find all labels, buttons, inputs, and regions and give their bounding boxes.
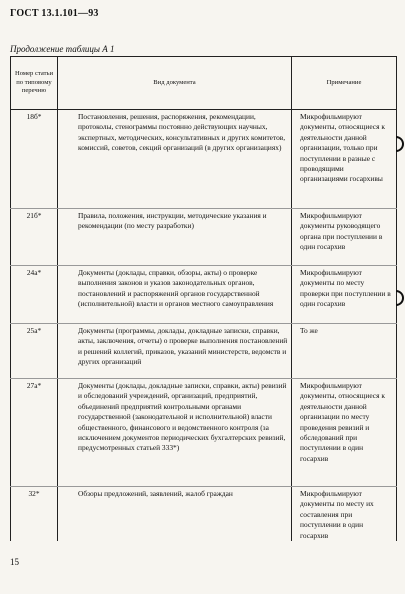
row-document-type: Обзоры предложений, заявлений, жалоб граждан — [58, 487, 292, 542]
row-document-type: Постановления, решения, распоряжения, рекомендации, протоколы, стенограммы постоянно действующих научных, экспертных, методических, консультативных и других комитетов, комиссий, советов, секций организаций (в других организациях) — [58, 110, 292, 209]
header-note: Примечание — [292, 57, 397, 110]
row-note: Микрофильмируют документы по месту их составления при поступлении в один госархив — [292, 487, 397, 542]
table-row — [11, 209, 397, 266]
row-note: То же — [292, 324, 397, 379]
header-document-type: Вид документа — [58, 57, 292, 110]
table-header-row — [11, 57, 397, 110]
row-note: Микрофильмируют документы по месту проверки при поступлении в один госархив — [292, 266, 397, 324]
row-note: Микрофильмируют документы, относящиеся к деятельности данной организации, только при поступлении в разные с проводящими организациями госархивы — [292, 110, 397, 209]
row-article-number: 25а* — [11, 324, 58, 379]
documents-table — [10, 56, 397, 541]
row-article-number: 32* — [11, 487, 58, 542]
table-row — [11, 379, 397, 487]
binding-hole-mark — [396, 136, 404, 152]
row-article-number: 27а* — [11, 379, 58, 487]
table-row — [11, 266, 397, 324]
row-note: Микрофильмируют документы руководящего органа при поступлении в один госархив — [292, 209, 397, 266]
row-article-number: 18б* — [11, 110, 58, 209]
table-row — [11, 324, 397, 379]
row-article-number: 21б* — [11, 209, 58, 266]
row-document-type: Документы (доклады, справки, обзоры, акты) о проверке выполнения законов и указов законодательных органов, постановлений и распоряжений органов государственной (исполнительной) власти и органов местного самоуправления — [58, 266, 292, 324]
table-caption: Продолжение таблицы А 1 — [10, 44, 115, 54]
table-row — [11, 110, 397, 209]
page-number: 15 — [10, 557, 19, 567]
document-header: ГОСТ 13.1.101—93 — [10, 8, 99, 19]
row-document-type: Документы (доклады, докладные записки, справки, акты) ревизий и обследований учреждений, организаций, предприятий, объединений предприятий контрольными органами государственной (законодательной и исполнительной) власти общественного, финансового и ведомственного контроля (за исключением документов периодических бухгалтерских ревизий, предусмотренных статьей 333*) — [58, 379, 292, 487]
table-row — [11, 487, 397, 542]
header-article-number: Номер статьи по типовому перечню — [11, 57, 58, 110]
row-note: Микрофильмируют документы, относящиеся к деятельности данной организации по месту проведения ревизий и обследований при поступлении в один госархив — [292, 379, 397, 487]
row-document-type: Документы (программы, доклады, докладные записки, справки, акты, заключения, отчеты) о проверке выполнения постановлений и решений коллегий, приказов, указаний министерств, ведомств и других организаций — [58, 324, 292, 379]
binding-hole-mark — [396, 290, 404, 306]
row-article-number: 24а* — [11, 266, 58, 324]
row-document-type: Правила, положения, инструкции, методические указания и рекомендации (по месту разработки) — [58, 209, 292, 266]
